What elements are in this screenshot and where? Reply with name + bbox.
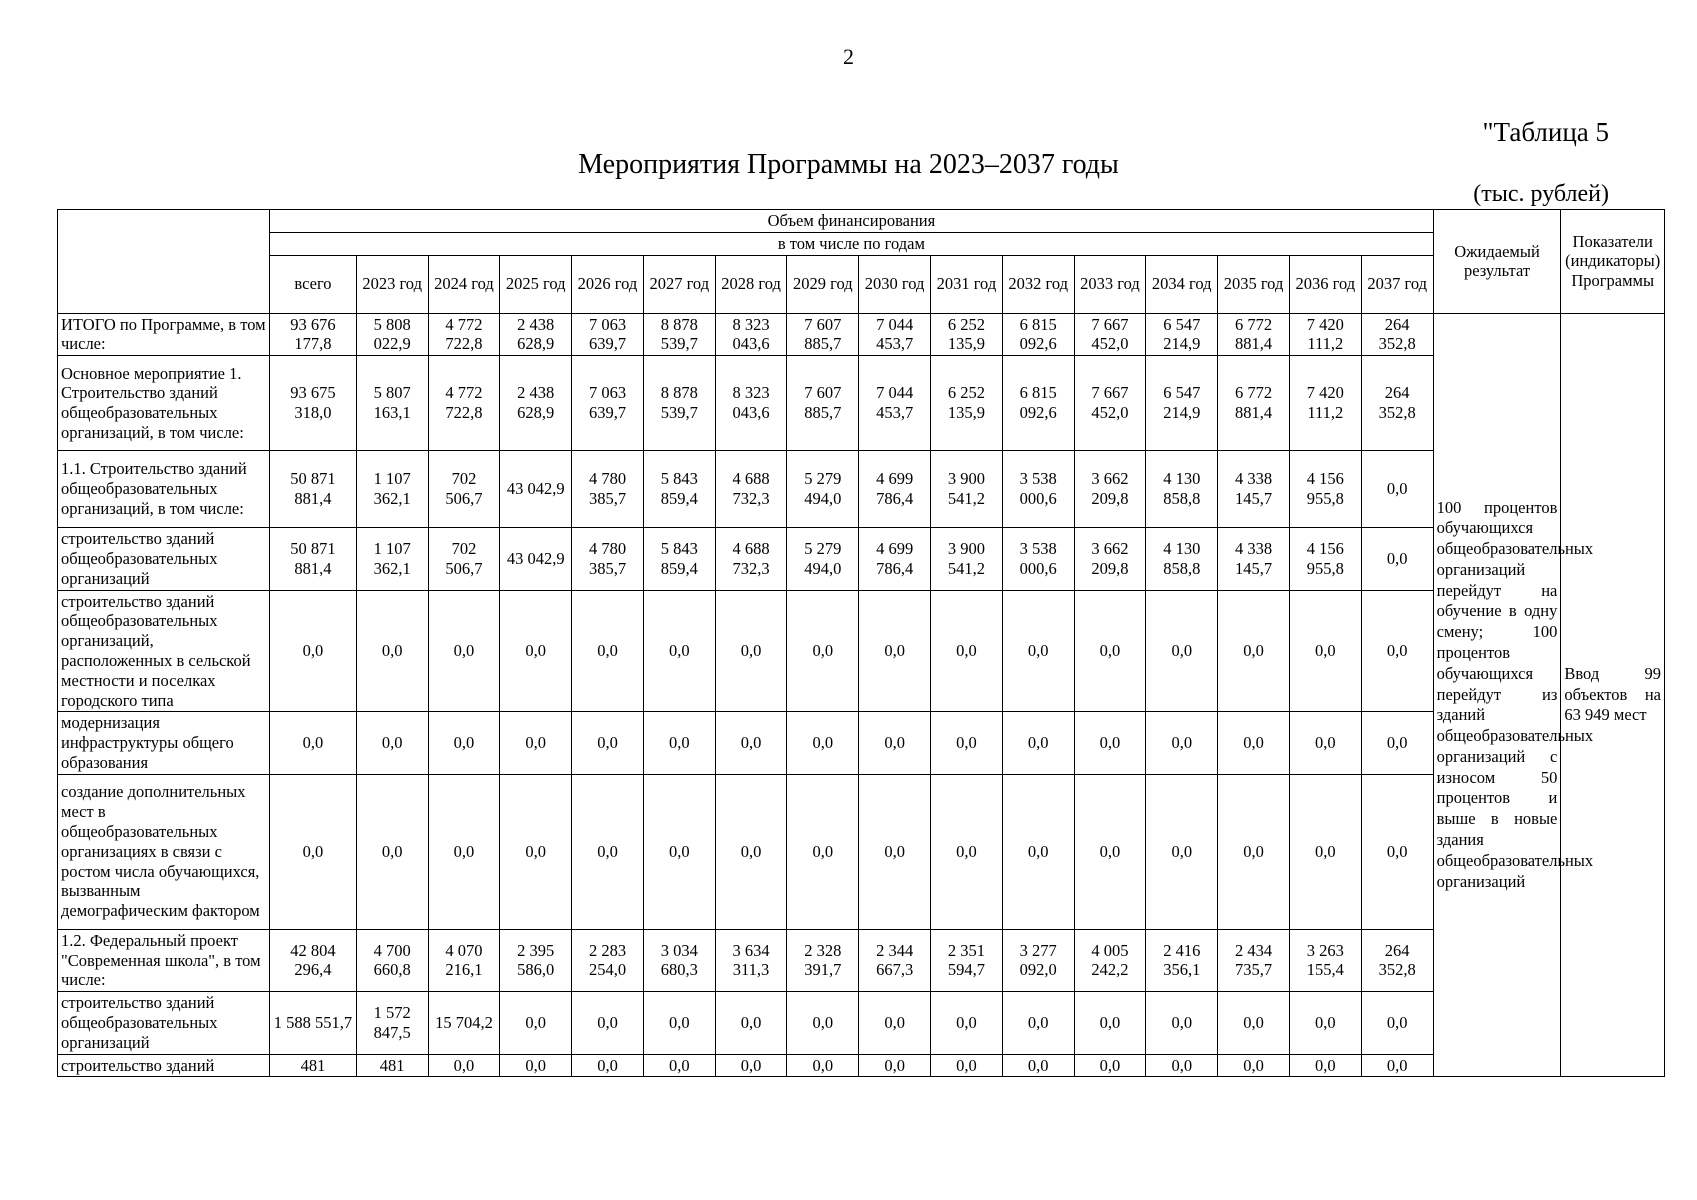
row-year-value: 0,0 — [1074, 712, 1146, 774]
table-row — [58, 528, 1665, 590]
row-year-value: 4 130 858,8 — [1146, 528, 1218, 590]
row-year-value: 0,0 — [356, 712, 428, 774]
row-year-value: 0,0 — [1146, 774, 1218, 929]
row-year-value: 0,0 — [931, 590, 1003, 712]
row-year-value: 3 263 155,4 — [1289, 929, 1361, 991]
row-year-value: 0,0 — [931, 992, 1003, 1054]
header-year: 2031 год — [931, 255, 1003, 313]
row-year-value: 0,0 — [1289, 774, 1361, 929]
table-label: "Таблица 5 — [1482, 117, 1609, 147]
row-year-value: 264 352,8 — [1361, 929, 1433, 991]
row-year-value: 0,0 — [428, 774, 500, 929]
header-year: 2023 год — [356, 255, 428, 313]
row-year-value: 2 328 391,7 — [787, 929, 859, 991]
document-title: Мероприятия Программы на 2023–2037 годы — [578, 149, 1119, 180]
table-row — [58, 356, 1665, 451]
row-year-value: 0,0 — [1361, 992, 1433, 1054]
row-year-value: 0,0 — [428, 590, 500, 712]
row-year-value: 0,0 — [356, 590, 428, 712]
header-indicators: Показатели (индикаторы) Программы — [1561, 210, 1665, 314]
row-year-value: 0,0 — [1289, 992, 1361, 1054]
row-year-value: 4 688 732,3 — [715, 451, 787, 528]
header-year: 2025 год — [500, 255, 572, 313]
row-year-value: 5 843 859,4 — [643, 528, 715, 590]
row-year-value: 7 667 452,0 — [1074, 313, 1146, 356]
row-year-value: 2 351 594,7 — [931, 929, 1003, 991]
row-year-value: 6 772 881,4 — [1218, 356, 1290, 451]
row-year-value: 3 662 209,8 — [1074, 451, 1146, 528]
row-year-value: 0,0 — [859, 1054, 931, 1077]
row-year-value: 2 438 628,9 — [500, 313, 572, 356]
row-year-value: 0,0 — [500, 774, 572, 929]
row-year-value: 0,0 — [715, 712, 787, 774]
header-year: 2033 год — [1074, 255, 1146, 313]
row-total: 42 804 296,4 — [270, 929, 357, 991]
table-row — [58, 774, 1665, 929]
row-year-value: 0,0 — [1074, 774, 1146, 929]
row-year-value: 0,0 — [1002, 1054, 1074, 1077]
row-year-value: 4 005 242,2 — [1074, 929, 1146, 991]
row-year-value: 6 815 092,6 — [1002, 313, 1074, 356]
row-year-value: 3 900 541,2 — [931, 528, 1003, 590]
row-label: строительство зданий общеобразовательных организаций — [58, 528, 270, 590]
row-year-value: 5 279 494,0 — [787, 451, 859, 528]
row-year-value: 0,0 — [1146, 1054, 1218, 1077]
row-year-value: 0,0 — [1218, 774, 1290, 929]
row-year-value: 5 843 859,4 — [643, 451, 715, 528]
row-year-value: 0,0 — [643, 712, 715, 774]
row-total: 93 675 318,0 — [270, 356, 357, 451]
row-year-value: 0,0 — [572, 774, 644, 929]
row-year-value: 0,0 — [931, 774, 1003, 929]
row-label: ИТОГО по Программе, в том числе: — [58, 313, 270, 356]
row-year-value: 0,0 — [1361, 1054, 1433, 1077]
row-year-value: 0,0 — [1289, 590, 1361, 712]
row-year-value: 3 662 209,8 — [1074, 528, 1146, 590]
row-year-value: 0,0 — [1361, 712, 1433, 774]
header-year: 2027 год — [643, 255, 715, 313]
row-year-value: 7 063 639,7 — [572, 313, 644, 356]
row-label: модернизация инфраструктуры общего образования — [58, 712, 270, 774]
row-year-value: 2 416 356,1 — [1146, 929, 1218, 991]
row-total: 0,0 — [270, 774, 357, 929]
row-label: Основное мероприятие 1. Строительство зданий общеобразовательных организаций, в том числе: — [58, 356, 270, 451]
units-note: (тыс. рублей) — [1473, 181, 1609, 207]
row-year-value: 7 044 453,7 — [859, 356, 931, 451]
header-year: 2032 год — [1002, 255, 1074, 313]
row-year-value: 4 772 722,8 — [428, 356, 500, 451]
row-year-value: 0,0 — [715, 1054, 787, 1077]
row-year-value: 5 807 163,1 — [356, 356, 428, 451]
header-year: 2028 год — [715, 255, 787, 313]
row-year-value: 0,0 — [715, 590, 787, 712]
row-year-value: 0,0 — [787, 774, 859, 929]
table-row — [58, 313, 1665, 356]
row-year-value: 0,0 — [572, 1054, 644, 1077]
header-year: 2026 год — [572, 255, 644, 313]
row-year-value: 0,0 — [1361, 528, 1433, 590]
row-year-value: 481 — [356, 1054, 428, 1077]
row-year-value: 5 808 022,9 — [356, 313, 428, 356]
row-year-value: 702 506,7 — [428, 528, 500, 590]
row-total: 0,0 — [270, 712, 357, 774]
row-year-value: 4 156 955,8 — [1289, 528, 1361, 590]
table-row — [58, 451, 1665, 528]
row-year-value: 6 252 135,9 — [931, 313, 1003, 356]
row-year-value: 4 772 722,8 — [428, 313, 500, 356]
row-year-value: 0,0 — [1074, 1054, 1146, 1077]
row-year-value: 4 699 786,4 — [859, 451, 931, 528]
row-year-value: 5 279 494,0 — [787, 528, 859, 590]
row-year-value: 0,0 — [1218, 992, 1290, 1054]
row-label: 1.2. Федеральный проект "Современная школа", в том числе: — [58, 929, 270, 991]
row-year-value: 0,0 — [643, 590, 715, 712]
row-year-value: 0,0 — [356, 774, 428, 929]
row-label: строительство зданий общеобразовательных организаций — [58, 992, 270, 1054]
row-total: 93 676 177,8 — [270, 313, 357, 356]
row-year-value: 3 538 000,6 — [1002, 528, 1074, 590]
row-year-value: 0,0 — [1146, 712, 1218, 774]
row-year-value: 0,0 — [1002, 590, 1074, 712]
row-year-value: 7 607 885,7 — [787, 313, 859, 356]
row-year-value: 8 878 539,7 — [643, 356, 715, 451]
row-year-value: 0,0 — [715, 992, 787, 1054]
row-year-value: 15 704,2 — [428, 992, 500, 1054]
header-empty-cell — [58, 210, 270, 314]
row-year-value: 0,0 — [1002, 774, 1074, 929]
header-total: всего — [270, 255, 357, 313]
row-year-value: 0,0 — [859, 774, 931, 929]
header-year: 2030 год — [859, 255, 931, 313]
row-year-value: 0,0 — [787, 590, 859, 712]
row-label: строительство зданий — [58, 1054, 270, 1077]
row-year-value: 2 283 254,0 — [572, 929, 644, 991]
row-year-value: 0,0 — [859, 590, 931, 712]
table-row — [58, 1054, 1665, 1077]
row-year-value: 0,0 — [1289, 712, 1361, 774]
row-year-value: 0,0 — [1074, 590, 1146, 712]
row-total: 0,0 — [270, 590, 357, 712]
row-year-value: 0,0 — [859, 712, 931, 774]
table-row — [58, 992, 1665, 1054]
row-year-value: 43 042,9 — [500, 528, 572, 590]
row-year-value: 3 900 541,2 — [931, 451, 1003, 528]
row-year-value: 3 034 680,3 — [643, 929, 715, 991]
row-year-value: 0,0 — [500, 712, 572, 774]
header-year: 2034 год — [1146, 255, 1218, 313]
row-total: 481 — [270, 1054, 357, 1077]
row-total: 50 871 881,4 — [270, 528, 357, 590]
row-year-value: 4 688 732,3 — [715, 528, 787, 590]
row-year-value: 0,0 — [500, 590, 572, 712]
row-year-value: 4 156 955,8 — [1289, 451, 1361, 528]
row-total: 1 588 551,7 — [270, 992, 357, 1054]
header-year: 2035 год — [1218, 255, 1290, 313]
row-year-value: 0,0 — [643, 774, 715, 929]
row-year-value: 7 063 639,7 — [572, 356, 644, 451]
row-year-value: 2 395 586,0 — [500, 929, 572, 991]
row-label: создание дополнительных мест в общеобразовательных организациях в связи с ростом числа обучающихся, вызванным демографическим фактором — [58, 774, 270, 929]
row-year-value: 6 252 135,9 — [931, 356, 1003, 451]
row-year-value: 7 667 452,0 — [1074, 356, 1146, 451]
row-year-value: 3 277 092,0 — [1002, 929, 1074, 991]
page-number: 2 — [843, 44, 854, 69]
row-year-value: 0,0 — [1002, 712, 1074, 774]
row-year-value: 0,0 — [643, 992, 715, 1054]
row-year-value: 4 700 660,8 — [356, 929, 428, 991]
row-year-value: 3 538 000,6 — [1002, 451, 1074, 528]
header-expected-result: Ожидаемый результат — [1433, 210, 1561, 314]
row-year-value: 2 438 628,9 — [500, 356, 572, 451]
row-year-value: 2 344 667,3 — [859, 929, 931, 991]
expected-result-text: 100 процентов обучающихся общеобразовательных организаций перейдут на обучение в одну смену; 100 процентов обучающихся перейдут из зданий общеобразовательных организаций с износом 50 процентов и выше в новые здания общеобразовательных организаций — [1433, 313, 1561, 1077]
row-year-value: 0,0 — [572, 712, 644, 774]
row-year-value: 4 070 216,1 — [428, 929, 500, 991]
row-year-value: 4 780 385,7 — [572, 451, 644, 528]
header-by-years: в том числе по годам — [270, 232, 1433, 255]
row-year-value: 7 044 453,7 — [859, 313, 931, 356]
row-year-value: 0,0 — [1146, 590, 1218, 712]
row-total: 50 871 881,4 — [270, 451, 357, 528]
row-year-value: 7 420 111,2 — [1289, 313, 1361, 356]
row-year-value: 0,0 — [787, 712, 859, 774]
row-year-value: 0,0 — [428, 712, 500, 774]
row-year-value: 6 547 214,9 — [1146, 356, 1218, 451]
row-year-value: 0,0 — [1002, 992, 1074, 1054]
programme-measures-table — [57, 209, 1665, 1077]
row-year-value: 0,0 — [715, 774, 787, 929]
row-year-value: 0,0 — [1218, 1054, 1290, 1077]
row-label: 1.1. Строительство зданий общеобразовательных организаций, в том числе: — [58, 451, 270, 528]
header-financing: Объем финансирования — [270, 210, 1433, 233]
row-year-value: 1 572 847,5 — [356, 992, 428, 1054]
row-year-value: 0,0 — [931, 712, 1003, 774]
header-year: 2037 год — [1361, 255, 1433, 313]
table-row — [58, 929, 1665, 991]
row-year-value: 0,0 — [1218, 590, 1290, 712]
row-year-value: 0,0 — [500, 992, 572, 1054]
table-row — [58, 590, 1665, 712]
row-year-value: 0,0 — [1361, 774, 1433, 929]
row-year-value: 0,0 — [1218, 712, 1290, 774]
table-row — [58, 712, 1665, 774]
row-year-value: 3 634 311,3 — [715, 929, 787, 991]
row-year-value: 0,0 — [1074, 992, 1146, 1054]
row-year-value: 0,0 — [931, 1054, 1003, 1077]
row-label: строительство зданий общеобразовательных организаций, расположенных в сельской местности и поселках городского типа — [58, 590, 270, 712]
indicators-text: Ввод 99 объектов на 63 949 мест — [1561, 313, 1665, 1077]
row-year-value: 0,0 — [1361, 451, 1433, 528]
row-year-value: 2 434 735,7 — [1218, 929, 1290, 991]
row-year-value: 43 042,9 — [500, 451, 572, 528]
row-year-value: 6 815 092,6 — [1002, 356, 1074, 451]
row-year-value: 0,0 — [787, 1054, 859, 1077]
row-year-value: 1 107 362,1 — [356, 528, 428, 590]
row-year-value: 8 323 043,6 — [715, 356, 787, 451]
row-year-value: 0,0 — [500, 1054, 572, 1077]
row-year-value: 0,0 — [643, 1054, 715, 1077]
row-year-value: 4 130 858,8 — [1146, 451, 1218, 528]
row-year-value: 0,0 — [1361, 590, 1433, 712]
row-year-value: 0,0 — [1289, 1054, 1361, 1077]
row-year-value: 4 780 385,7 — [572, 528, 644, 590]
row-year-value: 0,0 — [428, 1054, 500, 1077]
header-year: 2029 год — [787, 255, 859, 313]
row-year-value: 4 338 145,7 — [1218, 528, 1290, 590]
header-year: 2024 год — [428, 255, 500, 313]
row-year-value: 1 107 362,1 — [356, 451, 428, 528]
row-year-value: 6 547 214,9 — [1146, 313, 1218, 356]
row-year-value: 0,0 — [572, 590, 644, 712]
row-year-value: 8 323 043,6 — [715, 313, 787, 356]
row-year-value: 0,0 — [787, 992, 859, 1054]
row-year-value: 6 772 881,4 — [1218, 313, 1290, 356]
row-year-value: 4 699 786,4 — [859, 528, 931, 590]
row-year-value: 0,0 — [859, 992, 931, 1054]
row-year-value: 264 352,8 — [1361, 356, 1433, 451]
row-year-value: 264 352,8 — [1361, 313, 1433, 356]
header-year: 2036 год — [1289, 255, 1361, 313]
row-year-value: 0,0 — [1146, 992, 1218, 1054]
row-year-value: 7 420 111,2 — [1289, 356, 1361, 451]
row-year-value: 8 878 539,7 — [643, 313, 715, 356]
row-year-value: 702 506,7 — [428, 451, 500, 528]
row-year-value: 7 607 885,7 — [787, 356, 859, 451]
row-year-value: 0,0 — [572, 992, 644, 1054]
row-year-value: 4 338 145,7 — [1218, 451, 1290, 528]
